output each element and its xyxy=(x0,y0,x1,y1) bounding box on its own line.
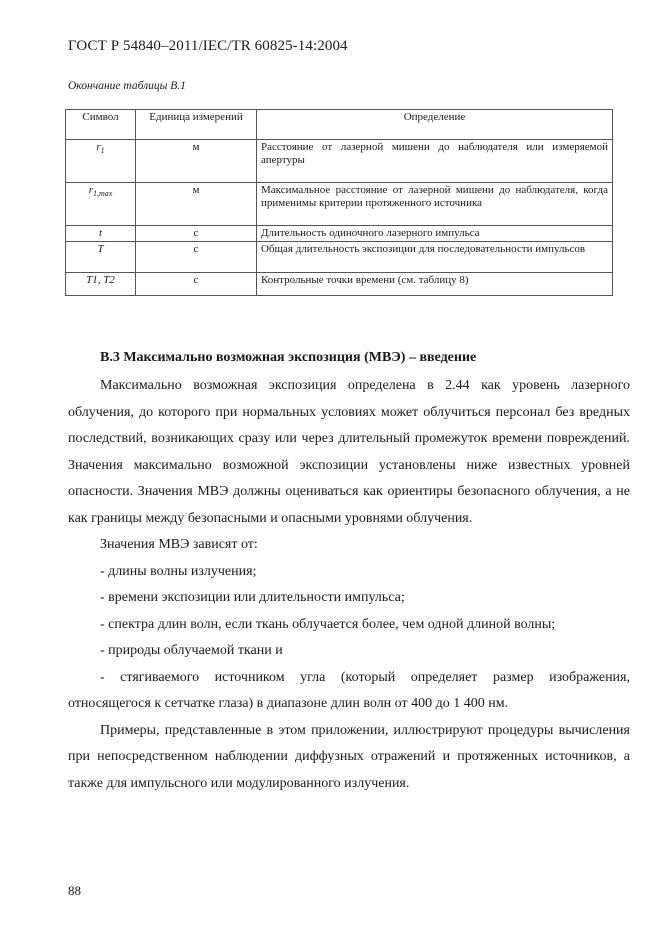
list-item: - стягиваемого источником угла (который определяет размер изображения, относящегося к сетчатке глаза) в диапазоне длин волн от 400 до 1 400 нм. xyxy=(68,669,630,711)
table-row xyxy=(66,226,613,242)
unit-cell: с xyxy=(136,242,257,273)
definitions-table xyxy=(65,109,613,296)
list-item: - природы облучаемой ткани и xyxy=(100,643,283,658)
symbol-cell: T1, T2 xyxy=(66,273,136,296)
table-row xyxy=(66,140,613,183)
table-row xyxy=(66,242,613,273)
header-definition: Определение xyxy=(257,110,613,140)
page-number: 88 xyxy=(68,883,81,898)
table-header-row xyxy=(66,110,613,140)
list-item: - спектра длин волн, если ткань облучается более, чем одной длиной волны; xyxy=(100,616,556,632)
symbol-cell: t xyxy=(66,226,136,242)
table-row xyxy=(66,273,613,296)
symbol-cell: $r_{1,max}$ xyxy=(66,183,136,226)
paragraph: Значения МВЭ зависят от: xyxy=(100,537,258,552)
unit-cell: с xyxy=(136,226,257,242)
list-item: - времени экспозиции или длительности импульса; xyxy=(100,590,405,605)
header-symbol: Символ xyxy=(66,110,136,140)
section-heading: В.3 Максимально возможная экспозиция (МВЭ) – введение xyxy=(100,350,477,365)
table-caption: Окончание таблицы В.1 xyxy=(68,80,186,92)
symbol-cell: $r_1$ xyxy=(66,140,136,183)
unit-cell: с xyxy=(136,273,257,296)
body-text xyxy=(68,373,630,797)
paragraph: Максимально возможная экспозиция определена в 2.44 как уровень лазерного облучения, до которого при нормальных условиях может облучиться персонал без вредных последствий, возникающих сразу или через длительный промежуток времени повреждений. Значения максимально возможной экспозиции установлены ниже известных уровней опасности. Значения МВЭ должны оцениваться как ориентиры безопасного облучения, а не как границы между безопасными и опасными уровнями облучения. xyxy=(68,378,630,526)
definition-cell: Максимальное расстояние от лазерной мишени до наблюдателя, когда применимы критерии протяженного источника xyxy=(257,183,613,226)
unit-cell: м xyxy=(136,183,257,226)
definition-cell: Расстояние от лазерной мишени до наблюдателя или измеряемой апертуры xyxy=(257,140,613,183)
table-row xyxy=(66,183,613,226)
symbol-cell: T xyxy=(66,242,136,273)
list-item: - длины волны излучения; xyxy=(100,563,257,579)
document-header: ГОСТ Р 54840–2011/IEC/TR 60825-14:2004 xyxy=(68,38,348,54)
unit-cell: м xyxy=(136,140,257,183)
paragraph: Примеры, представленные в этом приложении, иллюстрируют процедуры вычисления при непосредственном наблюдении диффузных отражений и протяженных источников, а также для импульсного или модулированного излучения. xyxy=(68,722,630,791)
definition-cell: Контрольные точки времени (см. таблицу 8) xyxy=(257,273,613,296)
definition-cell: Длительность одиночного лазерного импульса xyxy=(257,226,613,242)
definition-cell: Общая длительность экспозиции для последовательности импульсов xyxy=(257,242,613,273)
header-unit: Единица измерений xyxy=(136,110,257,140)
